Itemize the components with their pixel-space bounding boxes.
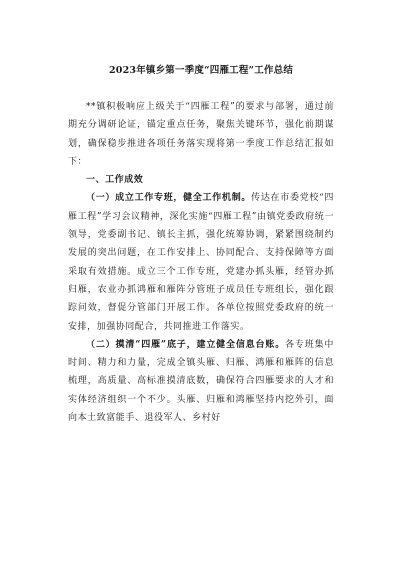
item1-body: 传达在市委党校“四雁工程”学习会议精神，深化实施“四雁工程”由镇党委政府统一领导，党委副书记、镇长主抓，强化统筹协调，紧紧围绕制约发展的突出问题，在工作安排上、协同配合、支持保障等方面采取有效措施。成立三个工作专班，党建办抓头雁，经管办抓归雁，农业办抓鸿雁和雁阵分管班子成员任专班组长，强化跟踪问效，督促分管部门开展工作。各单位按照党委政府的统一安排，加强协同配合，共同推进工作落实。 [68,193,334,332]
item1-paragraph [68,189,334,335]
item2-paragraph [68,336,334,427]
item2-lead: （二）摸清“四雁”底子，建立健全信息台账。 [86,339,286,350]
section-heading-work-results: 一、工作成效 [86,175,144,186]
item2-body: 各专班集中时间、精力和力量，完成全镇头雁、归雁、鸿雁和雁阵的信息梳理，高质量、高标准摸清底数，确保符合四雁要求的人才和实体经济组织一个不少。头雁、归雁和鸿雁坚持内挖外引，面向本土致富能手、退役军人、乡村好 [68,339,334,424]
item1-lead: （一）成立工作专班，健全工作机制。 [86,193,252,204]
document-body [68,98,334,427]
intro-paragraph: **镇积极响应上级关于“四雁工程”的要求与部署，通过前期充分调研论证，锚定重点任务，聚焦关键环节，强化前期谋划，确保稳步推进各项任务落实现将第一季度工作总结汇报如下： [68,102,334,167]
document-title: 2023年镇乡第一季度“四雁工程”工作总结 [108,65,294,76]
